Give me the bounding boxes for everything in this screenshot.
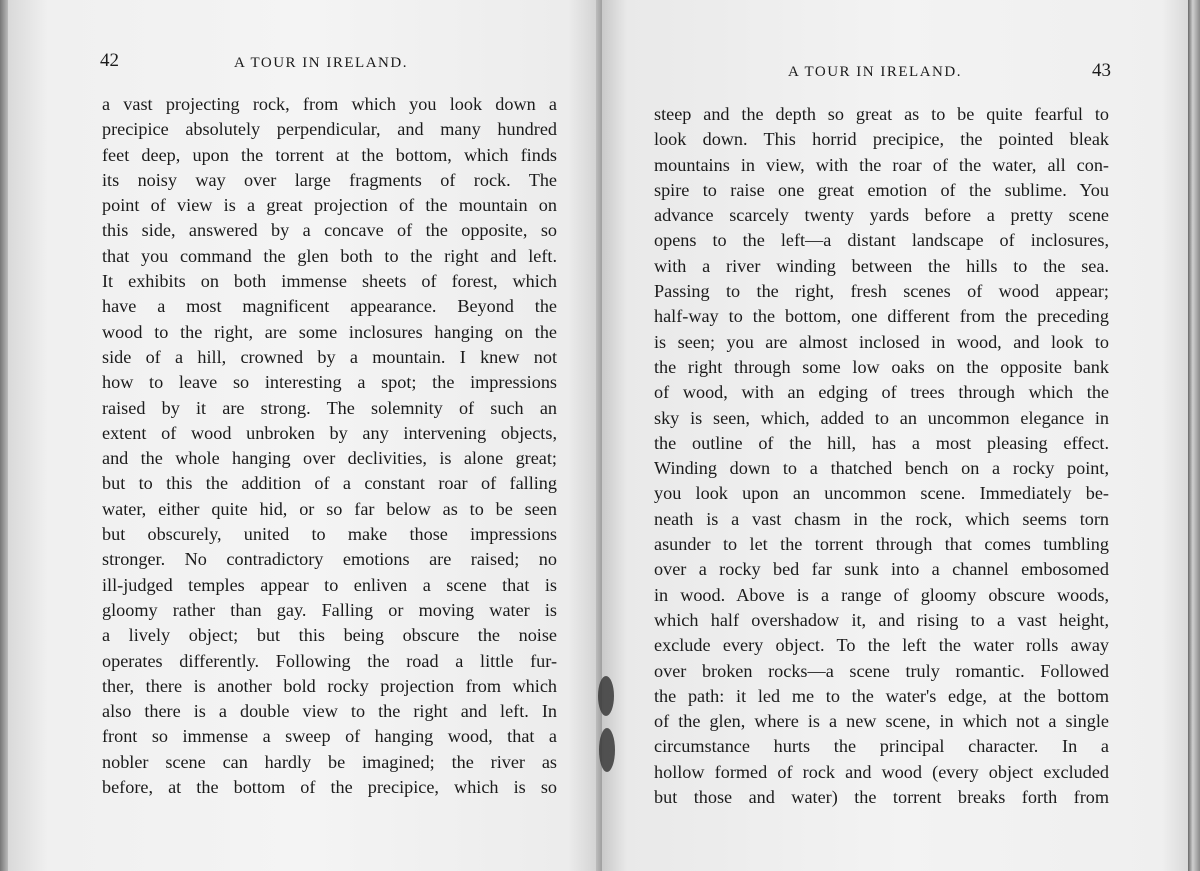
text-line: which half overshadow it, and rising to a vast height, xyxy=(654,609,1109,630)
text-line: you look upon an uncommon scene. Immediately be- xyxy=(654,483,1109,504)
text-line: steep and the depth so great as to be quite fearful to xyxy=(654,104,1109,124)
text-line: gloomy rather than gay. Falling or moving water is xyxy=(102,599,557,620)
text-line: feet deep, upon the torrent at the bottom, which finds xyxy=(102,144,557,165)
text-line: nobler scene can hardly be imagined; the river as xyxy=(102,751,557,772)
text-line: a vast projecting rock, from which you look down a xyxy=(102,94,557,114)
text-line: extent of wood unbroken by any intervening objects, xyxy=(102,422,557,443)
text-line: advance scarcely twenty yards before a pretty scene xyxy=(654,205,1109,226)
text-line: but those and water) the torrent breaks forth from xyxy=(654,787,1109,808)
text-line: It exhibits on both immense sheets of forest, which xyxy=(102,271,557,292)
text-line: raised by it are strong. The solemnity of such an xyxy=(102,397,557,418)
binding-stain xyxy=(599,728,615,772)
text-line: operates differently. Following the road a little fur- xyxy=(102,650,557,671)
text-line: its noisy way over large fragments of rock. The xyxy=(102,169,557,190)
text-line: neath is a vast chasm in the rock, which seems torn xyxy=(654,508,1109,529)
text-line: stronger. No contradictory emotions are raised; no xyxy=(102,549,557,570)
right-page-text xyxy=(654,102,1109,810)
text-line: ther, there is another bold rocky projection from which xyxy=(102,675,557,696)
book-edge-right xyxy=(1188,0,1200,871)
right-running-head: A TOUR IN IRELAND. xyxy=(788,64,962,80)
text-line: before, at the bottom of the precipice, which is so xyxy=(102,777,557,798)
text-line: circumstance hurts the principal character. In a xyxy=(654,736,1109,757)
text-line: of wood, with an edging of trees through which the xyxy=(654,382,1109,403)
right-page xyxy=(602,0,1190,871)
text-line: spire to raise one great emotion of the sublime. You xyxy=(654,179,1109,200)
text-line: the right through some low oaks on the opposite bank xyxy=(654,356,1109,377)
text-line: a lively object; but this being obscure the noise xyxy=(102,625,557,646)
text-line: with a river winding between the hills to the sea. xyxy=(654,255,1109,276)
text-line: mountains in view, with the roar of the water, all con- xyxy=(654,154,1109,175)
text-line: asunder to let the torrent through that comes tumbling xyxy=(654,534,1109,555)
text-line: sky is seen, which, added to an uncommon elegance in xyxy=(654,407,1109,428)
text-line: have a most magnificent appearance. Beyond the xyxy=(102,296,557,317)
text-line: this side, answered by a concave of the opposite, so xyxy=(102,220,557,241)
text-line: Passing to the right, fresh scenes of wood appear; xyxy=(654,281,1109,302)
left-page-text xyxy=(102,92,557,800)
text-line: half-way to the bottom, one different from the preceding xyxy=(654,306,1109,327)
text-line: wood to the right, are some inclosures hanging on the xyxy=(102,321,557,342)
text-line: and the whole hanging over declivities, is alone great; xyxy=(102,448,557,469)
text-line: opens to the left—a distant landscape of inclosures, xyxy=(654,230,1109,251)
text-line: Winding down to a thatched bench on a rocky point, xyxy=(654,458,1109,479)
text-line: look down. This horrid precipice, the pointed bleak xyxy=(654,129,1109,150)
text-line: but obscurely, united to make those impressions xyxy=(102,524,557,545)
text-line: over broken rocks—a scene truly romantic. Followed xyxy=(654,660,1109,681)
left-page-number: 42 xyxy=(100,50,119,71)
text-line: ill-judged temples appear to enliven a scene that is xyxy=(102,574,557,595)
right-page-number: 43 xyxy=(1092,60,1111,81)
text-line: exclude every object. To the left the water rolls away xyxy=(654,635,1109,656)
left-running-head: A TOUR IN IRELAND. xyxy=(234,55,408,71)
text-line: point of view is a great projection of the mountain on xyxy=(102,195,557,216)
text-line: that you command the glen both to the right and left. xyxy=(102,245,557,266)
text-line: precipice absolutely perpendicular, and many hundred xyxy=(102,119,557,140)
text-line: of the glen, where is a new scene, in which not a single xyxy=(654,711,1109,732)
book-edge-left xyxy=(0,0,8,871)
text-line: over a rocky bed far sunk into a channel embosomed xyxy=(654,559,1109,580)
text-line: the outline of the hill, has a most pleasing effect. xyxy=(654,432,1109,453)
text-line: side of a hill, crowned by a mountain. I knew not xyxy=(102,346,557,367)
text-line: is seen; you are almost inclosed in wood, and look to xyxy=(654,331,1109,352)
text-line: the path: it led me to the water's edge, at the bottom xyxy=(654,685,1109,706)
text-line: also there is a double view to the right and left. In xyxy=(102,701,557,722)
text-line: front so immense a sweep of hanging wood, that a xyxy=(102,726,557,747)
left-page xyxy=(8,0,602,871)
text-line: but to this the addition of a constant roar of falling xyxy=(102,473,557,494)
binding-stain xyxy=(598,676,614,716)
text-line: in wood. Above is a range of gloomy obscure woods, xyxy=(654,584,1109,605)
text-line: hollow formed of rock and wood (every object excluded xyxy=(654,761,1109,782)
text-line: how to leave so interesting a spot; the impressions xyxy=(102,372,557,393)
text-line: water, either quite hid, or so far below as to be seen xyxy=(102,498,557,519)
